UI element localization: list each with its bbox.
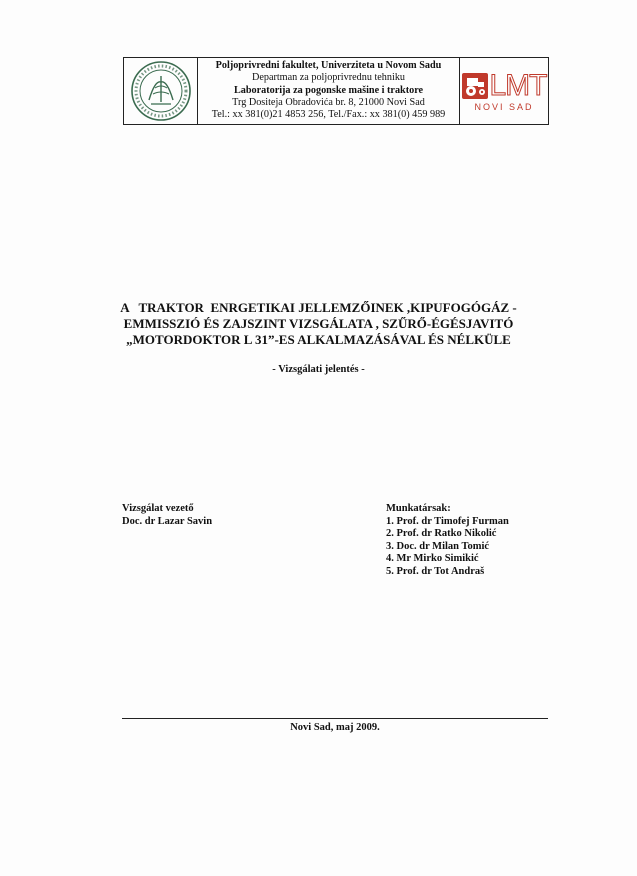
laboratory-name: Laboratorija za pogonske mašine i traktore [233, 84, 424, 96]
tractor-icon [462, 73, 488, 99]
logo-letters: LMT [489, 68, 547, 102]
department-name: Departman za poljoprivrednu tehniku [251, 72, 406, 84]
test-leader-label: Vizsgálat vezető [122, 503, 194, 514]
test-leader-name: Doc. dr Lazar Savin [122, 515, 213, 527]
faculty-seal [124, 58, 198, 124]
institution-address: Trg Dositeja Obradovića br. 8, 21000 Novi Sad [232, 96, 425, 108]
list-item: 3. Doc. dr Milan Tomić [386, 540, 490, 552]
title-line: EMMISSZIÓ ÉS ZAJSZINT VIZSGÁLATA , SZŰRŐ-ÉGÉSJAVITÓ [123, 316, 514, 331]
title-line: A TRAKTOR ENRGETIKAI JELLEMZŐINEK ,KIPUFOGÓGÁZ - [120, 300, 517, 315]
report-subtitle: - Vizsgálati jelentés - [272, 364, 365, 375]
collaborators-label: Munkatársak: [386, 503, 451, 514]
logo-subtext: NOVI SAD [474, 101, 534, 112]
list-item: 4. Mr Mirko Simikić [386, 553, 479, 565]
footer-divider [122, 718, 548, 719]
lmt-logo [460, 58, 548, 124]
faculty-seal-icon [129, 60, 193, 122]
institution-phone: Tel.: xx 381(0)21 4853 256, Tel./Fax.: xx 381(0) 459 989 [211, 109, 446, 121]
list-item: 5. Prof. dr Tot Andraš [386, 565, 485, 577]
collaborators [386, 503, 509, 579]
collaborators-list [386, 516, 509, 579]
letterhead [123, 57, 549, 125]
institution-info [198, 58, 460, 124]
list-item: 1. Prof. dr Timofej Furman [386, 515, 509, 527]
footer-place-date: Novi Sad, maj 2009. [290, 722, 380, 733]
institution-name: Poljoprivredni fakultet, Univerziteta u Novom Sadu [215, 60, 442, 71]
report-title [60, 300, 577, 348]
test-leader [122, 503, 212, 528]
list-item: 2. Prof. dr Ratko Nikolić [386, 528, 497, 540]
title-line: „MOTORDOKTOR L 31”-ES ALKALMAZÁSÁVAL ÉS NÉLKÜLE [126, 332, 511, 347]
